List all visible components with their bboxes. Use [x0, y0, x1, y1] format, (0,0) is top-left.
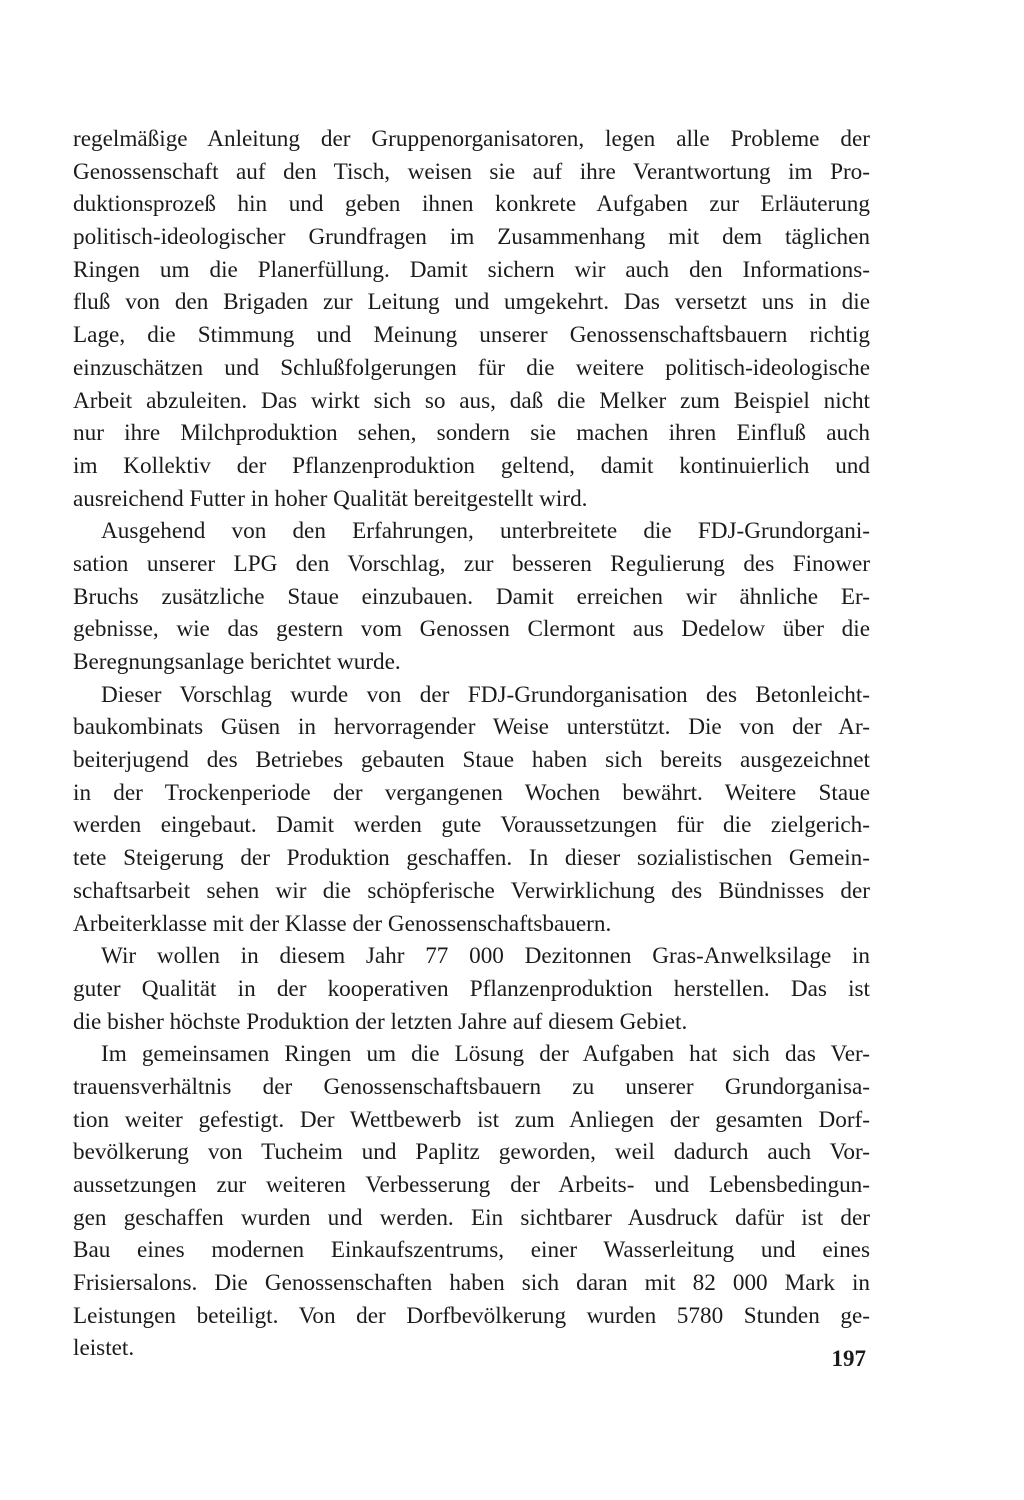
text-line: nur ihre Milchproduktion sehen, sondern sie machen ihren Einfluß auch — [73, 420, 870, 447]
text-line: trauensverhältnis der Genossenschaftsbauern zu unserer Grundorganisa- — [73, 1073, 870, 1100]
page-number: 197 — [831, 1346, 866, 1371]
text-line: duktionsprozeß hin und geben ihnen konkrete Aufgaben zur Erläuterung — [73, 191, 870, 218]
paragraph — [73, 1038, 870, 1365]
text-line: schaftsarbeit sehen wir die schöpferische Verwirklichung des Bündnisses der — [73, 877, 870, 904]
text-line: die bisher höchste Produktion der letzten Jahre auf diesem Gebiet. — [73, 1008, 688, 1035]
text-line: regelmäßige Anleitung der Gruppenorganisatoren, legen alle Probleme der — [73, 126, 870, 152]
text-line: tete Steigerung der Produktion geschaffen. In dieser sozialistischen Gemein- — [73, 845, 870, 872]
text-line: Arbeit abzuleiten. Das wirkt sich so aus, daß die Melker zum Beispiel nicht — [73, 387, 870, 414]
text-line: Dieser Vorschlag wurde von der FDJ-Grundorganisation des Betonleicht- — [101, 681, 870, 708]
paragraph — [73, 940, 870, 1038]
text-line: aussetzungen zur weiteren Verbesserung der Arbeits- und Lebensbedingun- — [73, 1172, 870, 1198]
text-line: bevölkerung von Tucheim und Paplitz geworden, weil dadurch auch Vor- — [73, 1139, 870, 1166]
text-line: Ausgehend von den Erfahrungen, unterbreitete die FDJ-Grundorgani- — [101, 518, 870, 545]
text-line: im Kollektiv der Pflanzenproduktion geltend, damit kontinuierlich und — [73, 452, 870, 479]
text-line: Ringen um die Planerfüllung. Damit sichern wir auch den Informations- — [73, 256, 870, 283]
text-line: in der Trockenperiode der vergangenen Wochen bewährt. Weitere Staue — [73, 779, 870, 806]
text-line: Frisiersalons. Die Genossenschaften haben sich daran mit 82 000 Mark in — [73, 1270, 870, 1297]
text-line: sation unserer LPG den Vorschlag, zur besseren Regulierung des Finower — [73, 550, 870, 577]
text-line: Genossenschaft auf den Tisch, weisen sie auf ihre Verantwortung im Pro- — [73, 158, 870, 185]
text-line: Im gemeinsamen Ringen um die Lösung der Aufgaben hat sich das Ver- — [101, 1041, 870, 1068]
body-text — [73, 123, 870, 1365]
text-line: werden eingebaut. Damit werden gute Voraussetzungen für die zielgerich- — [73, 812, 870, 839]
paragraph — [73, 515, 870, 678]
text-line: gebnisse, wie das gestern vom Genossen Clermont aus Dedelow über die — [73, 616, 870, 643]
text-line: Lage, die Stimmung und Meinung unserer Genossenschaftsbauern richtig — [73, 322, 870, 349]
paragraph — [73, 123, 870, 515]
text-line: politisch-ideologischer Grundfragen im Zusammenhang mit dem täglichen — [73, 224, 870, 251]
text-line: Bruchs zusätzliche Staue einzubauen. Damit erreichen wir ähnliche Er- — [73, 583, 870, 610]
text-line: leistet. — [73, 1335, 135, 1362]
text-line: einzuschätzen und Schlußfolgerungen für die weitere politisch-ideologische — [73, 354, 870, 381]
text-line: Leistungen beteiligt. Von der Dorfbevölkerung wurden 5780 Stunden ge- — [73, 1302, 870, 1329]
text-line: Arbeiterklasse mit der Klasse der Genossenschaftsbauern. — [73, 910, 612, 937]
text-line: gen geschaffen wurden und werden. Ein sichtbarer Ausdruck dafür ist der — [73, 1204, 870, 1231]
text-line: Wir wollen in diesem Jahr 77 000 Dezitonnen Gras-Anwelksilage in — [101, 943, 870, 970]
text-line: fluß von den Brigaden zur Leitung und umgekehrt. Das versetzt uns in die — [73, 289, 870, 316]
text-line: beiterjugend des Betriebes gebauten Staue haben sich bereits ausgezeichnet — [73, 747, 870, 774]
text-line: guter Qualität in der kooperativen Pflanzenproduktion herstellen. Das ist — [73, 975, 870, 1002]
text-line: Bau eines modernen Einkaufszentrums, einer Wasserleitung und eines — [73, 1237, 870, 1264]
text-line: baukombinats Güsen in hervorragender Weise unterstützt. Die von der Ar- — [73, 714, 870, 741]
text-line: ausreichend Futter in hoher Qualität bereitgestellt wird. — [73, 485, 588, 512]
text-line: tion weiter gefestigt. Der Wettbewerb ist zum Anliegen der gesamten Dorf- — [73, 1106, 870, 1133]
paragraph — [73, 679, 870, 941]
text-line: Beregnungsanlage berichtet wurde. — [73, 649, 401, 675]
